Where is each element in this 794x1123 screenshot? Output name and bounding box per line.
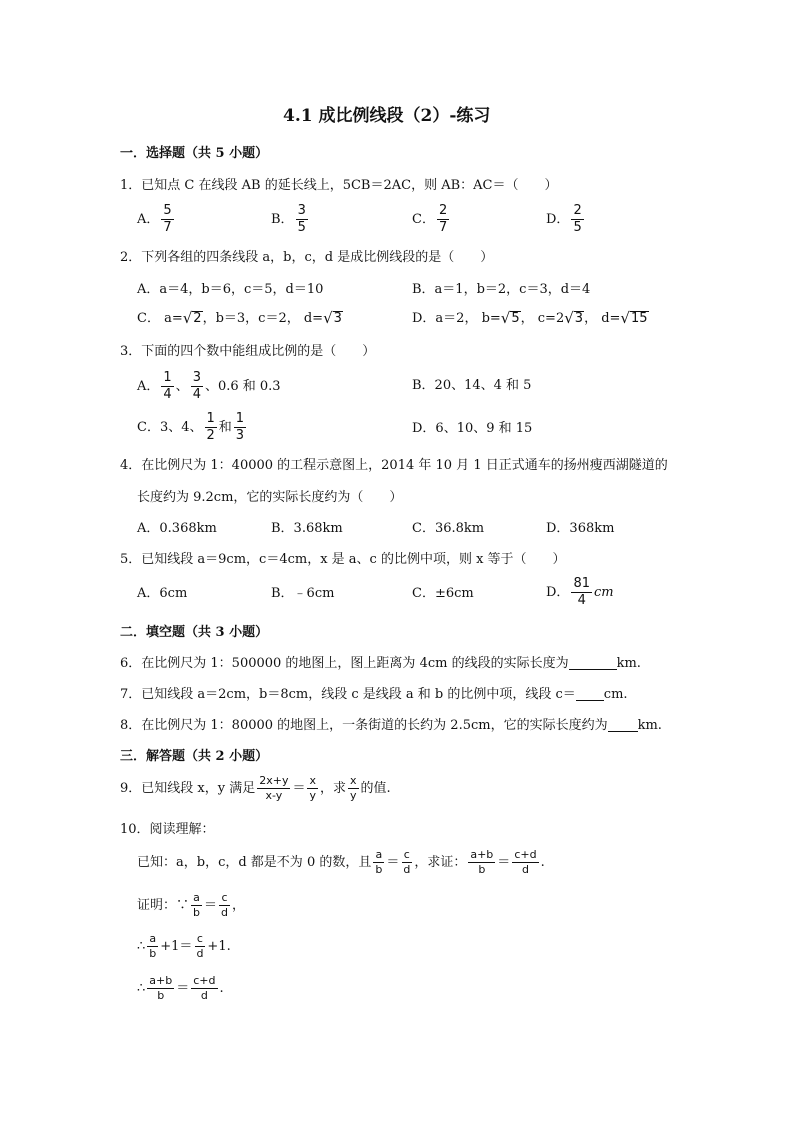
radicand: 5 bbox=[511, 311, 520, 326]
fraction bbox=[194, 933, 205, 960]
therefore-symbol: ∴ bbox=[137, 981, 146, 997]
fraction bbox=[147, 975, 174, 1002]
question-1-option-a bbox=[137, 204, 176, 236]
fraction bbox=[468, 849, 495, 876]
numerator: 1 bbox=[205, 412, 217, 428]
numerator: 1 bbox=[234, 412, 246, 428]
radicand: 2 bbox=[193, 311, 202, 326]
question-10-stem: 10．阅读理解： bbox=[120, 822, 215, 837]
fraction bbox=[205, 412, 217, 444]
fraction bbox=[191, 371, 203, 403]
proof-line-2 bbox=[137, 933, 231, 960]
question-7 bbox=[120, 688, 628, 701]
question-3-option-b: B．20、14、4 和 5 bbox=[412, 378, 532, 393]
option-text: ，b＝3，c＝2， d= bbox=[202, 311, 324, 327]
fraction bbox=[437, 204, 449, 236]
fraction bbox=[161, 204, 173, 236]
option-label: B． bbox=[271, 212, 294, 228]
denominator: b bbox=[193, 906, 200, 920]
question-3-option-c bbox=[137, 412, 248, 444]
denominator: 4 bbox=[192, 387, 201, 403]
option-label: C． bbox=[412, 212, 435, 228]
square-root bbox=[323, 311, 343, 326]
radical-sign: √ bbox=[500, 309, 511, 328]
radical-sign: √ bbox=[182, 309, 193, 328]
section-heading-choice: 一．选择题（共 5 小题） bbox=[120, 146, 269, 161]
proof-line-3 bbox=[137, 975, 224, 1002]
question-2-option-d bbox=[412, 311, 649, 326]
numerator: 3 bbox=[296, 204, 308, 220]
proof-text: +1. bbox=[207, 939, 231, 955]
option-text: D．a＝2， b= bbox=[412, 311, 501, 327]
fraction bbox=[191, 975, 217, 1002]
equals-sign: ＝ bbox=[292, 781, 306, 797]
question-text: 的值. bbox=[360, 781, 391, 797]
answer-blank[interactable] bbox=[576, 689, 604, 701]
numerator: a+b bbox=[147, 975, 174, 989]
denominator: 7 bbox=[438, 220, 448, 236]
option-text: ， d= bbox=[584, 311, 621, 327]
fraction bbox=[571, 577, 592, 609]
fraction bbox=[147, 933, 158, 960]
section-heading-solve: 三．解答题（共 2 小题） bbox=[120, 749, 269, 764]
question-3-option-a bbox=[137, 371, 281, 403]
question-1-option-d bbox=[546, 204, 586, 236]
given-text: ，求证： bbox=[414, 855, 467, 871]
denominator: 2 bbox=[206, 428, 215, 444]
question-1-option-c bbox=[412, 204, 451, 236]
fraction bbox=[401, 849, 412, 876]
option-text: C．3、4、 bbox=[137, 420, 203, 436]
denominator: d bbox=[521, 863, 529, 877]
question-10-given bbox=[137, 849, 545, 876]
page-title: 4.1 成比例线段（2）-练习 bbox=[283, 106, 491, 126]
denominator: 5 bbox=[573, 220, 582, 236]
question-2-option-b: B．a＝1，b＝2，c＝3，d＝4 bbox=[412, 282, 591, 297]
question-4-stem-line-1: 4．在比例尺为 1：40000 的工程示意图上，2014 年 10 月 1 日正式通车的扬州瘦西湖隧道的 bbox=[120, 458, 668, 473]
fraction bbox=[219, 892, 230, 919]
question-4-option-b: B．3.68km bbox=[271, 521, 343, 536]
question-4-option-d: D．368km bbox=[546, 521, 615, 536]
numerator: 1 bbox=[161, 371, 173, 387]
therefore-symbol: ∴ bbox=[137, 939, 146, 955]
numerator: c bbox=[219, 892, 229, 906]
section-heading-fill: 二．填空题（共 3 小题） bbox=[120, 625, 269, 640]
square-root bbox=[501, 311, 521, 326]
denominator: d bbox=[200, 989, 208, 1003]
fraction bbox=[296, 204, 308, 236]
unit: cm bbox=[593, 585, 614, 601]
question-text: 6．在比例尺为 1：500000 的地图上，图上距离为 4cm 的线段的实际长度为 bbox=[120, 656, 569, 671]
radical-sign: √ bbox=[323, 309, 333, 328]
question-5-option-c: C．±6cm bbox=[412, 586, 474, 601]
numerator: a+b bbox=[468, 849, 495, 863]
radicand: 15 bbox=[630, 311, 648, 326]
proof-text: +1＝ bbox=[160, 939, 193, 955]
denominator: d bbox=[403, 863, 411, 877]
denominator: 4 bbox=[577, 593, 586, 609]
numerator: a bbox=[191, 892, 202, 906]
question-text: 9．已知线段 x，y 满足 bbox=[120, 781, 256, 797]
option-label: D． bbox=[546, 585, 570, 601]
proof-text: 证明：∵ bbox=[137, 898, 190, 914]
equals-sign: ＝ bbox=[386, 855, 400, 871]
given-text: . bbox=[540, 855, 545, 871]
numerator: c+d bbox=[512, 849, 538, 863]
radical-sign: √ bbox=[620, 309, 630, 328]
proof-text: ， bbox=[232, 898, 246, 914]
question-text: 8．在比例尺为 1：80000 的地图上，一条街道的长约为 2.5cm，它的实际长度约为 bbox=[120, 718, 608, 733]
option-text: ， c=2 bbox=[520, 311, 565, 327]
numerator: 2 bbox=[571, 204, 583, 220]
unit: cm. bbox=[603, 687, 628, 702]
denominator: b bbox=[478, 863, 486, 877]
question-2-option-c bbox=[137, 311, 343, 326]
denominator: d bbox=[196, 947, 204, 961]
square-root bbox=[620, 311, 648, 326]
question-8 bbox=[120, 719, 662, 732]
question-4-option-a: A．0.368km bbox=[137, 521, 217, 536]
fraction bbox=[373, 849, 384, 876]
answer-blank[interactable] bbox=[608, 720, 638, 732]
fraction bbox=[307, 775, 318, 802]
denominator: b bbox=[157, 989, 165, 1003]
unit: km. bbox=[637, 718, 662, 733]
question-3-stem: 3．下面的四个数中能组成比例的是（ ） bbox=[120, 344, 376, 359]
unit: km. bbox=[616, 656, 641, 671]
numerator: c bbox=[195, 933, 205, 947]
fraction bbox=[571, 204, 583, 236]
radical-sign: √ bbox=[564, 309, 574, 328]
question-5-option-d bbox=[546, 577, 614, 609]
fraction bbox=[191, 892, 202, 919]
fraction bbox=[161, 371, 173, 403]
question-3-option-d: D．6、10、9 和 15 bbox=[412, 421, 533, 436]
fraction bbox=[257, 775, 290, 802]
answer-blank[interactable] bbox=[569, 658, 617, 670]
separator: 、 bbox=[175, 379, 189, 395]
given-text: 已知：a，b，c，d 都是不为 0 的数，且 bbox=[137, 855, 372, 871]
question-2-option-a: A．a＝4，b＝6，c＝5，d＝10 bbox=[137, 282, 324, 297]
denominator: 5 bbox=[297, 220, 306, 236]
numerator: x bbox=[348, 775, 359, 789]
denominator: b bbox=[149, 947, 157, 961]
numerator: 5 bbox=[161, 204, 173, 220]
fraction bbox=[234, 412, 246, 444]
denominator: y bbox=[350, 789, 357, 803]
question-4-option-c: C．36.8km bbox=[412, 521, 485, 536]
denominator: 7 bbox=[163, 220, 172, 236]
radicand: 3 bbox=[574, 311, 584, 326]
radicand: 3 bbox=[333, 311, 342, 326]
numerator: 2x+y bbox=[257, 775, 290, 789]
square-root bbox=[564, 311, 584, 326]
question-5-option-b: B．﹣6cm bbox=[271, 586, 335, 601]
denominator: 4 bbox=[163, 387, 172, 403]
denominator: y bbox=[309, 789, 316, 803]
numerator: 3 bbox=[191, 371, 203, 387]
option-text: 和 bbox=[218, 420, 232, 436]
fraction bbox=[512, 849, 538, 876]
option-label: A． bbox=[137, 379, 160, 395]
question-6 bbox=[120, 657, 641, 670]
equals-sign: ＝ bbox=[497, 855, 511, 871]
numerator: a bbox=[147, 933, 158, 947]
question-4-stem-line-2: 长度约为 9.2cm，它的实际长度约为（ ） bbox=[137, 490, 403, 505]
numerator: x bbox=[307, 775, 318, 789]
option-text: 、0.6 和 0.3 bbox=[204, 379, 281, 395]
question-text: ，求 bbox=[320, 781, 347, 797]
equals-sign: ＝ bbox=[204, 898, 218, 914]
proof-line-1 bbox=[137, 892, 245, 919]
numerator: 2 bbox=[437, 204, 449, 220]
question-text: 7．已知线段 a＝2cm，b＝8cm，线段 c 是线段 a 和 b 的比例中项，线段 c＝ bbox=[120, 687, 576, 702]
option-text: C． a= bbox=[137, 311, 183, 327]
proof-text: . bbox=[219, 981, 224, 997]
question-5-stem: 5．已知线段 a＝9cm，c＝4cm，x 是 a、c 的比例中项，则 x 等于（ ） bbox=[120, 552, 566, 567]
denominator: b bbox=[375, 863, 383, 877]
numerator: a bbox=[373, 849, 384, 863]
numerator: c bbox=[402, 849, 412, 863]
equals-sign: ＝ bbox=[176, 981, 190, 997]
question-1-stem: 1．已知点 C 在线段 AB 的延长线上，5CB＝2AC，则 AB：AC＝（ ） bbox=[120, 178, 558, 193]
question-9 bbox=[120, 775, 391, 802]
square-root bbox=[183, 311, 203, 326]
option-label: D． bbox=[546, 212, 570, 228]
option-label: A． bbox=[137, 212, 160, 228]
numerator: c+d bbox=[191, 975, 217, 989]
denominator: 3 bbox=[235, 428, 245, 444]
numerator: 81 bbox=[571, 577, 592, 593]
question-5-option-a: A．6cm bbox=[137, 586, 188, 601]
denominator: x-y bbox=[265, 789, 283, 803]
fraction bbox=[348, 775, 359, 802]
question-2-stem: 2．下列各组的四条线段 a，b，c，d 是成比例线段的是（ ） bbox=[120, 250, 494, 265]
denominator: d bbox=[221, 906, 228, 920]
question-1-option-b bbox=[271, 204, 310, 236]
